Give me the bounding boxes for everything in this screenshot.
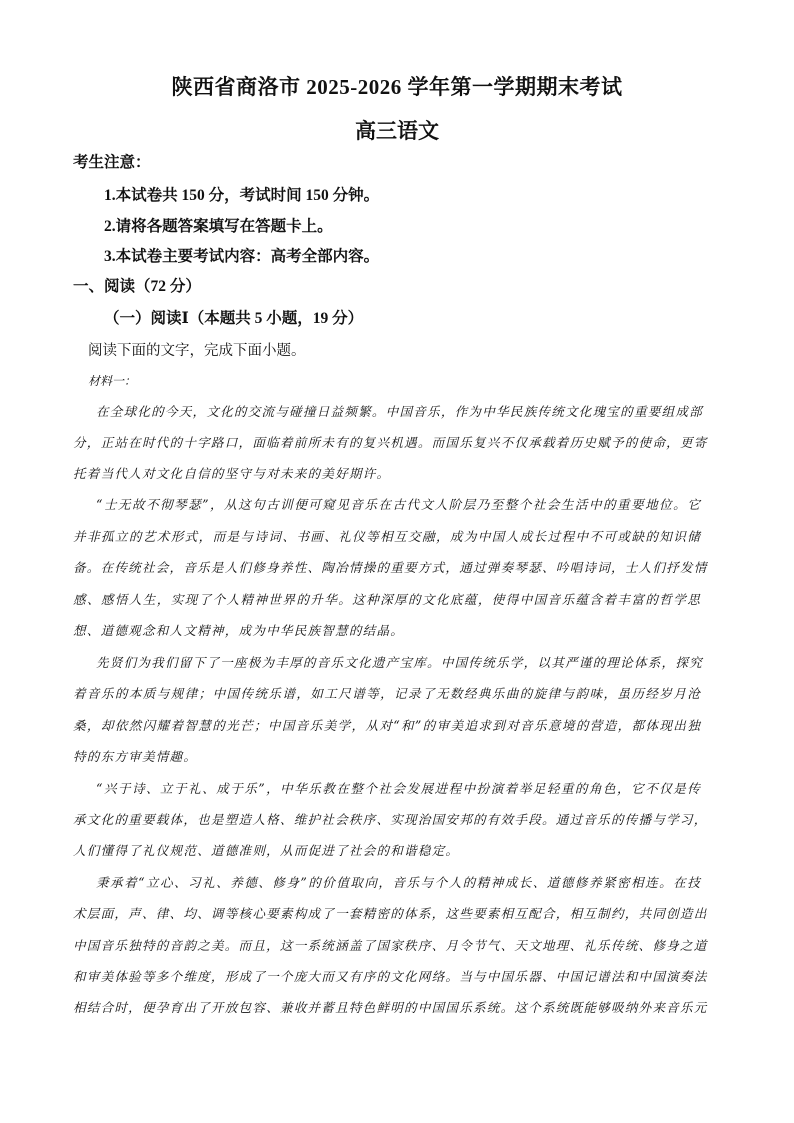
notice-item: 3.本试卷主要考试内容：高考全部内容。 [104,248,380,265]
passage-line: 想、道德观念和人文精神，成为中华民族智慧的结晶。 [73,623,405,638]
exam-title: 陕西省商洛市 2025-2026 学年第一学期期末考试 [171,75,623,99]
passage-line: 分，正站在时代的十字路口，面临着前所未有的复兴机遇。而国乐复兴不仅承载着历史赋予的使命，更寄 [73,435,708,450]
passage-line: 在全球化的今天，文化的交流与碰撞日益频繁。中国音乐，作为中华民族传统文化瑰宝的重要组成部 [96,404,703,419]
passage-line: 感、感悟人生，实现了个人精神世界的升华。这种深厚的文化底蕴，使得中国音乐蕴含着丰富的哲学思 [73,592,701,607]
section-heading: 一、阅读（72 分） [73,278,201,295]
notice-item: 2.请将各题答案填写在答题卡上。 [104,218,333,235]
notice-item: 1.本试卷共 150 分，考试时间 150 分钟。 [104,187,380,204]
passage-line: 备。在传统社会，音乐是人们修身养性、陶冶情操的重要方式，通过弹奏琴瑟、吟唱诗词，士人们抒发情 [73,560,708,575]
passage-line: 并非孤立的艺术形式，而是与诗词、书画、礼仪等相互交融，成为中国人成长过程中不可或缺的知识储 [73,529,701,544]
reading-instruction: 阅读下面的文字，完成下面小题。 [88,343,306,359]
passage-line: 相结合时，便孕育出了开放包容、兼收并蓄且特色鲜明的中国国乐系统。这个系统既能够吸纳外来音乐元 [73,1000,708,1015]
passage-line: 桑，却依然闪耀着智慧的光芒；中国音乐美学，从对“和”的审美追求到对音乐意境的营造，都体现出独 [73,718,701,733]
passage-line: 着音乐的本质与规律；中国传统乐谱，如工尺谱等，记录了无数经典乐曲的旋律与韵味，虽历经岁月沧 [73,686,701,701]
sub-section-heading: （一）阅读Ⅰ（本题共 5 小题，19 分） [104,310,364,327]
passage-line: 人们懂得了礼仪规范、道德准则，从而促进了社会的和谐稳定。 [73,843,460,858]
passage-line: 特的东方审美情趣。 [73,749,198,764]
passage-line: 和审美体验等多个维度，形成了一个庞大而又有序的文化网络。当与中国乐器、中国记谱法和中国演奏法 [73,969,708,984]
material-label: 材料一： [88,374,137,388]
passage-line: “士无故不彻琴瑟”，从这句古训便可窥见音乐在古代文人阶层乃至整个社会生活中的重要地位。它 [96,497,701,512]
passage-line: 先贤们为我们留下了一座极为丰厚的音乐文化遗产宝库。中国传统乐学，以其严谨的理论体系，探究 [96,655,703,670]
passage-line: 承文化的重要载体，也是塑造人格、维护社会秩序、实现治国安邦的有效手段。通过音乐的传播与学习， [73,812,708,827]
passage-line: 中国音乐独特的音韵之美。而且，这一系统涵盖了国家秩序、月令节气、天文地理、礼乐传统、修身之道 [73,938,708,953]
passage-line: “兴于诗、立于礼、成于乐”，中华乐教在整个社会发展进程中扮演着举足轻重的角色，它不仅是传 [96,781,701,796]
passage-line: 秉承着“立心、习礼、养德、修身”的价值取向，音乐与个人的精神成长、道德修养紧密相连。在技 [96,875,701,890]
passage-line: 托着当代人对文化自信的坚守与对未来的美好期许。 [73,466,391,481]
exam-subject: 高三语文 [355,119,439,143]
passage-line: 术层面，声、律、均、调等核心要素构成了一套精密的体系，这些要素相互配合，相互制约，共同创造出 [73,906,708,921]
notice-heading: 考生注意： [73,154,151,171]
